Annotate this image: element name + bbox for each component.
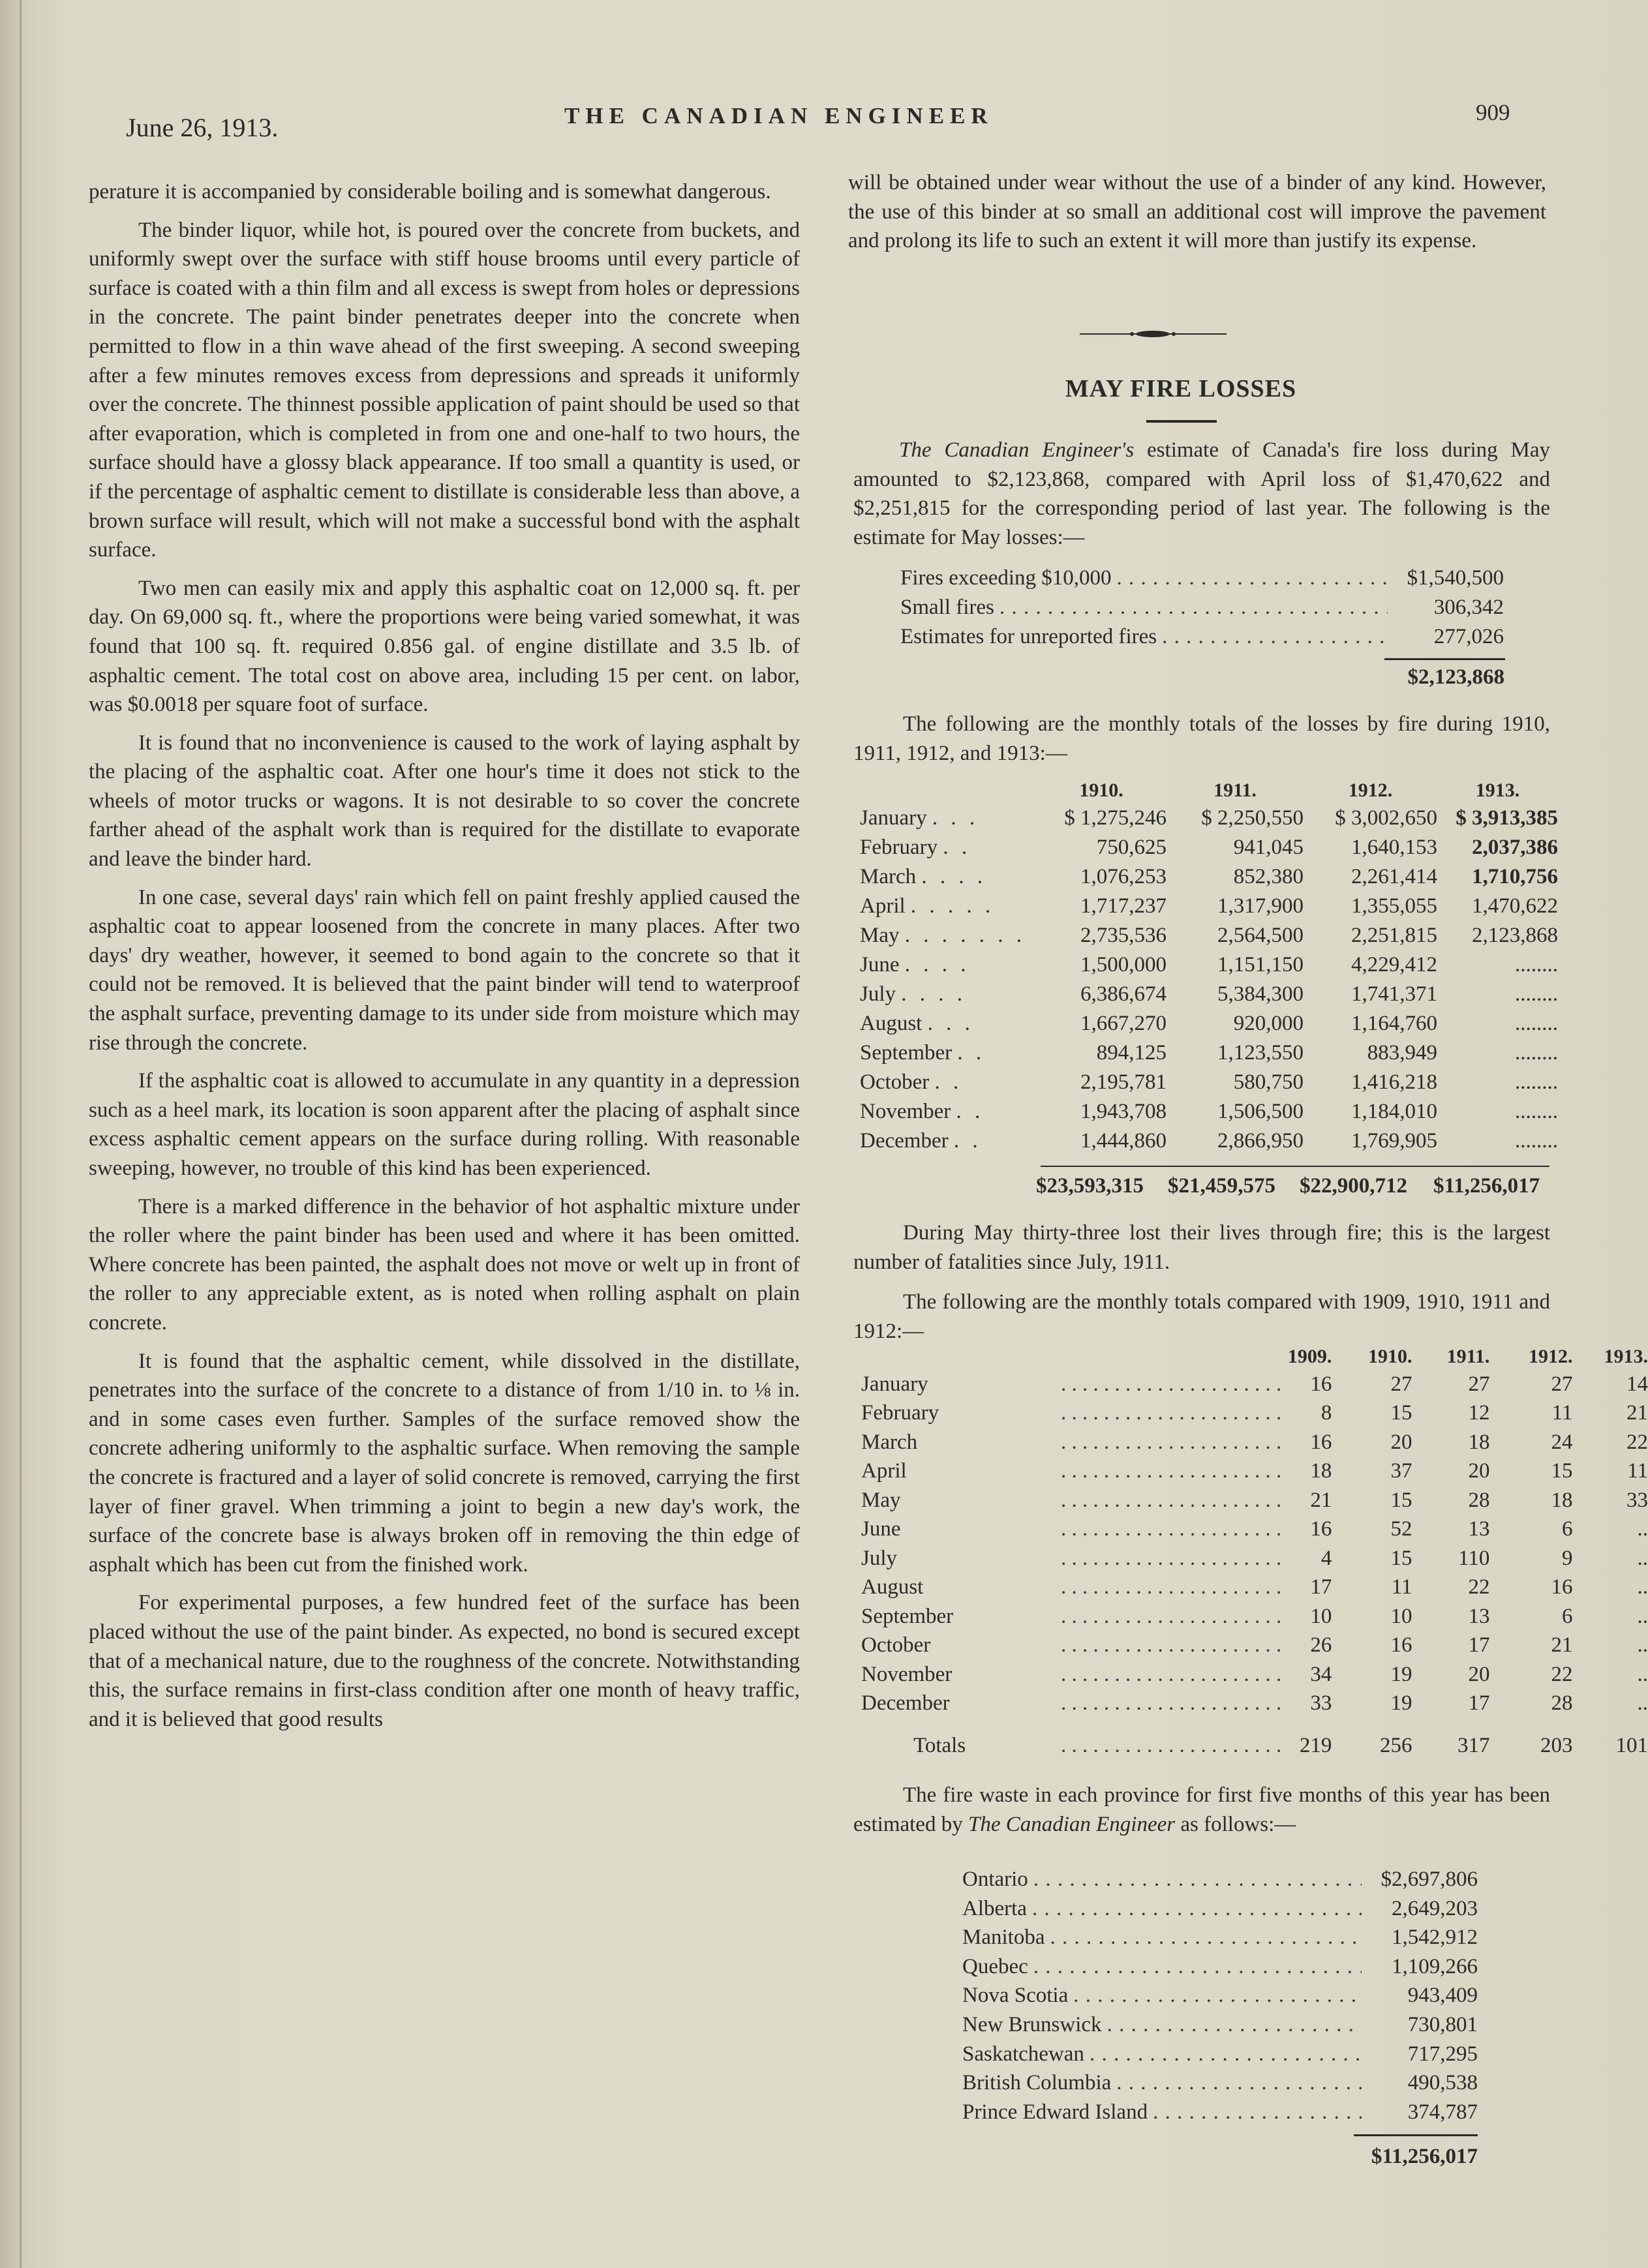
cell: 5,384,300 (1217, 982, 1304, 1006)
cell: 1,710,756 (1472, 865, 1558, 888)
cell: 21 (1310, 1488, 1332, 1512)
province-name: Quebec (962, 1954, 1028, 1978)
total-cell: 256 (1379, 1733, 1412, 1757)
cell: 1,444,860 (1080, 1129, 1167, 1153)
cell: 4 (1320, 1546, 1332, 1570)
totals-label: Totals (913, 1733, 966, 1757)
cell: 16 (1310, 1372, 1332, 1396)
cell: 15 (1390, 1401, 1412, 1425)
total-cell: 101 (1615, 1733, 1648, 1757)
table-row (861, 1544, 1648, 1573)
column-header: 1909. (1287, 1346, 1332, 1367)
cell: 28 (1468, 1488, 1490, 1512)
month-label: December (861, 1691, 950, 1716)
province-name: British Columbia (962, 2071, 1112, 2095)
cell: 12 (1468, 1401, 1490, 1425)
cell: $ 3,913,385 (1456, 806, 1558, 830)
province-value: 1,542,912 (1392, 1926, 1478, 1950)
leader-dots: . . . . (904, 953, 970, 976)
leader-dots (1050, 1926, 1362, 1950)
cell: 11 (1391, 1575, 1412, 1599)
cell: 1,470,622 (1472, 894, 1558, 918)
province-name: Saskatchewan (962, 2042, 1084, 2066)
cell: 1,123,550 (1217, 1041, 1304, 1065)
month-label: January (861, 1372, 928, 1396)
leader-dots: . . (953, 1129, 982, 1153)
province-value: 374,787 (1407, 2100, 1478, 2124)
cell: 1,500,000 (1080, 953, 1167, 976)
leader-dots (1033, 1867, 1362, 1892)
leader-dots (1117, 566, 1388, 590)
publication-name: The Canadian Engineer (968, 1812, 1176, 1836)
cell: .. (1637, 1517, 1648, 1541)
table-row (861, 1428, 1648, 1457)
column-header: 1913. (1604, 1346, 1648, 1367)
month-label: May (861, 1488, 901, 1512)
estimate-row (900, 596, 1504, 625)
leader-dots: . . . (927, 1012, 974, 1035)
month-label: March (860, 865, 917, 888)
province-value: 717,295 (1407, 2042, 1478, 2066)
cell: .. (1637, 1575, 1648, 1599)
month-label: July (861, 1546, 898, 1570)
month-label: June (861, 1517, 901, 1541)
province-name: Alberta (962, 1896, 1027, 1920)
cell: 1,184,010 (1351, 1100, 1437, 1123)
cell: 750,625 (1096, 836, 1167, 859)
cell: .. (1637, 1691, 1648, 1716)
month-label: October (860, 1070, 930, 1094)
leader-dots: . . . . (901, 982, 967, 1006)
table-row (860, 1038, 1558, 1068)
leader-dots (1153, 2100, 1362, 2124)
month-label: April (860, 894, 906, 918)
cell: ........ (1515, 1070, 1558, 1094)
cell: 16 (1310, 1430, 1332, 1454)
monthly-intro: The following are the monthly totals of the losses by fire during 1910, 1911, 1912, and 1913:— (853, 712, 1550, 765)
leader-dots (1061, 1573, 1281, 1603)
cell: 52 (1390, 1517, 1412, 1541)
cell: 27 (1390, 1372, 1412, 1396)
province-name: Manitoba (962, 1926, 1045, 1950)
cell: 8 (1320, 1401, 1332, 1425)
cell: $ 3,002,650 (1335, 806, 1437, 830)
leader-dots: . . . . (921, 865, 987, 888)
publication-name: The Canadian Engineer's (899, 438, 1135, 462)
province-value: 2,649,203 (1392, 1896, 1478, 1920)
cell: ........ (1515, 1100, 1558, 1123)
table-row (861, 1689, 1648, 1719)
table-row (860, 1068, 1558, 1097)
title-underline (1146, 420, 1217, 423)
leader-dots (1061, 1486, 1281, 1515)
cell: 1,416,218 (1351, 1070, 1437, 1094)
cell: 18 (1468, 1430, 1490, 1454)
estimate-value: 277,026 (1433, 625, 1504, 648)
month-label: November (861, 1662, 953, 1686)
cell: 883,949 (1367, 1041, 1437, 1065)
cell: 1,506,500 (1217, 1100, 1304, 1123)
column-header: 1910. (1079, 779, 1123, 801)
cell: 2,866,950 (1217, 1129, 1304, 1153)
intro-text: estimate of Canada's fire loss during May amounted to $2,123,868, compared with April loss of $1,470,622 and $2,251,815 for the corresponding period of last year. The following is the estimate for May losses:— (853, 438, 1550, 549)
table-row (860, 921, 1558, 950)
paragraph: The binder liquor, while hot, is poured over the concrete from buckets, and uniformly swept over the surface with stiff house brooms until every particle of surface is coated with a thin film and all excess is swept from holes or depressions in the concrete. The paint binder penetrates deeper into the concrete when permitted to flow in a thin wave ahead of the first sweeping. A second sweeping after a few minutes removes excess from depressions and spreads it uniformly over the concrete. The thinnest possible application of paint should be used so that after evaporation, which is completed in from one and one-half to two hours, the surface should have a glossy black appearance. If too small a quantity is used, or if the percentage of asphaltic cement to distillate is considerable less than above, a brown surface will result, which will not make a successful bond with the asphalt surface. (89, 218, 800, 562)
monthly-total-1912: $22,900,712 (1300, 1174, 1407, 1198)
leader-dots (1061, 1660, 1281, 1689)
cell: 13 (1468, 1517, 1490, 1541)
section-intro (853, 436, 1550, 552)
cell: 1,317,900 (1217, 894, 1304, 918)
cell: .. (1637, 1662, 1648, 1686)
monthly-losses-table (860, 778, 1558, 1156)
list-item (962, 2013, 1478, 2042)
sum-rule (1384, 658, 1505, 660)
total-cell: 317 (1457, 1733, 1490, 1757)
monthly-total-1911: $21,459,575 (1168, 1174, 1275, 1198)
column-header: 1911. (1446, 1346, 1490, 1367)
cell: 15 (1551, 1459, 1573, 1483)
table-row (861, 1515, 1648, 1545)
leader-dots: . . . . . (910, 894, 995, 918)
cell: 34 (1310, 1662, 1332, 1686)
month-label: September (860, 1041, 953, 1065)
cell: 13 (1468, 1604, 1490, 1628)
cell: .. (1637, 1633, 1648, 1657)
leader-dots: . . . (932, 806, 979, 830)
list-item (962, 2071, 1478, 2100)
cell: 10 (1390, 1604, 1412, 1628)
cell: 21 (1626, 1401, 1648, 1425)
right-column-continuation: will be obtained under wear without the use of a binder of any kind. However, the use of this binder at so small an additional cost will improve the pavement and prolong its life to such an extent it will more than justify its expense. (848, 171, 1546, 253)
province-name: Prince Edward Island (962, 2100, 1148, 2124)
leader-dots (1162, 625, 1388, 649)
leader-dots (1107, 2013, 1362, 2037)
paragraph: It is found that no inconvenience is caused to the work of laying asphalt by the placing of the asphaltic coat. After one hour's time it does not stick to the wheels of motor trucks or wagons. It is not desirable to so cover the concrete farther ahead of the asphalt work than is required for the distillate to evaporate and leave the binder hard. (89, 731, 800, 871)
total-cell: 203 (1540, 1733, 1573, 1757)
paragraph: perature it is accompanied by considerable boiling and is somewhat dangerous. (89, 180, 771, 204)
table-row (860, 1126, 1558, 1156)
estimate-row (900, 625, 1504, 654)
table-header-row (861, 1344, 1648, 1370)
cell: .. (1637, 1604, 1648, 1628)
cell: 17 (1468, 1633, 1490, 1657)
cell: 1,151,150 (1217, 953, 1304, 976)
cell: 580,750 (1233, 1070, 1304, 1094)
cell: 27 (1551, 1372, 1573, 1396)
page-number: 909 (1476, 100, 1510, 125)
leader-dots (1061, 1428, 1281, 1457)
month-label: December (860, 1129, 949, 1153)
cell: 2,037,386 (1472, 836, 1558, 859)
cell: 24 (1551, 1430, 1573, 1454)
leader-dots (1090, 2042, 1362, 2066)
cell: .. (1637, 1546, 1648, 1570)
estimate-label: Small fires (900, 596, 994, 619)
cell: 22 (1468, 1575, 1490, 1599)
cell: 11 (1627, 1459, 1648, 1483)
column-header: 1913. (1475, 779, 1520, 801)
cell: ........ (1515, 1129, 1558, 1153)
ornamental-divider (1080, 329, 1227, 339)
province-list (962, 1867, 1478, 2129)
table-row (861, 1457, 1648, 1487)
list-item (962, 2100, 1478, 2130)
leader-dots (1116, 2071, 1362, 2095)
table-row (861, 1660, 1648, 1689)
province-value: 490,538 (1407, 2071, 1478, 2095)
province-value: $2,697,806 (1381, 1867, 1478, 1891)
paragraph: For experimental purposes, a few hundred feet of the surface has been placed without the use of the paint binder. As expected, no bond is secured except that of a mechanical nature, due to the roughness of the concrete. Notwithstanding this, the surface remains in first-class condition after one month of heavy traffic, and it is believed that good results (89, 1591, 800, 1731)
may-estimate-list (900, 566, 1504, 654)
leader-dots (1061, 1515, 1281, 1545)
table-row (861, 1486, 1648, 1515)
cell: 2,123,868 (1472, 924, 1558, 947)
cell: 28 (1551, 1691, 1573, 1716)
month-label: May (860, 924, 900, 947)
paragraph: It is found that the asphaltic cement, while dissolved in the distillate, penetrates into the surface of the concrete to a distance of from 1/10 in. to ⅛ in. and in some cases even further. Samples of the surface removed show the concrete adhering uniformly to the asphaltic surface. When removing the sample the concrete is fractured and a layer of solid concrete is removed, carrying the first layer of finer gravel. When trimming a joint to begin a new day's work, the surface of the concrete base is always broken off in removing the thin edge of asphalt which has been cut from the finished work. (89, 1349, 800, 1577)
table-header-row (860, 778, 1558, 804)
estimate-value: $1,540,500 (1407, 566, 1504, 590)
left-column (89, 177, 800, 1743)
province-intro-text: The fire waste in each province for first five months of this year has been estimated by (853, 1783, 1550, 1836)
cell: 2,195,781 (1080, 1070, 1167, 1094)
totals-rule (1041, 1166, 1549, 1167)
cell: 21 (1551, 1633, 1573, 1657)
leader-dots: . . (934, 1070, 963, 1094)
totals-row (861, 1718, 1648, 1761)
cell: 6,386,674 (1080, 982, 1167, 1006)
list-item (962, 1926, 1478, 1955)
fatalities-text: During May thirty-three lost their lives through fire; this is the largest number of fatalities since July, 1911. (853, 1221, 1550, 1274)
cell: 852,380 (1233, 865, 1304, 888)
month-label: February (861, 1401, 939, 1425)
cell: 14 (1626, 1372, 1648, 1396)
leader-dots (1073, 1984, 1362, 2008)
cell: 33 (1626, 1488, 1648, 1512)
leader-dots (1061, 1399, 1281, 1429)
cell: 1,717,237 (1080, 894, 1167, 918)
cell: 15 (1390, 1488, 1412, 1512)
leader-dots (1061, 1602, 1281, 1631)
cell: ........ (1515, 1041, 1558, 1065)
cell: 1,741,371 (1351, 982, 1437, 1006)
cell: 2,261,414 (1351, 865, 1437, 888)
table-row (860, 833, 1558, 862)
cell: 20 (1390, 1430, 1412, 1454)
paragraph: Two men can easily mix and apply this asphaltic coat on 12,000 sq. ft. per day. On 69,000 sq. ft., where the proportions were being varied somewhat, it was found that 100 sq. ft. required 0.856 gal. of engine distillate and 3.5 lb. of asphaltic cement. The total cost on above area, including 15 per cent. on labor, was $0.0018 per square foot of surface. (89, 576, 800, 717)
estimate-label: Estimates for unreported fires (900, 625, 1157, 648)
cell: ........ (1515, 982, 1558, 1006)
cell: 2,251,815 (1351, 924, 1437, 947)
table-row (860, 950, 1558, 980)
province-total: $11,256,017 (1371, 2145, 1478, 2168)
month-label: October (861, 1633, 931, 1657)
table-row (861, 1370, 1648, 1399)
cell: 1,164,760 (1351, 1012, 1437, 1035)
leader-dots (1061, 1689, 1281, 1719)
province-name: Ontario (962, 1867, 1028, 1891)
estimate-total: $2,123,868 (1407, 665, 1504, 689)
list-item (962, 1897, 1478, 1926)
list-item (962, 1984, 1478, 2013)
province-name: Nova Scotia (962, 1984, 1069, 2008)
leader-dots: . . (943, 836, 971, 859)
fatalities-table (861, 1344, 1648, 1761)
leader-dots (1061, 1370, 1281, 1399)
cell: 110 (1458, 1546, 1490, 1570)
province-name: New Brunswick (962, 2012, 1102, 2036)
leader-dots (1061, 1544, 1281, 1573)
table-row (860, 862, 1558, 892)
cell: 6 (1561, 1517, 1573, 1541)
cell: $ 2,250,550 (1201, 806, 1304, 830)
province-intro (853, 1781, 1550, 1839)
month-label: June (860, 953, 900, 976)
cell: 22 (1626, 1430, 1648, 1454)
table-row (861, 1573, 1648, 1603)
cell: 18 (1551, 1488, 1573, 1512)
table-row (861, 1602, 1648, 1631)
paragraph: In one case, several days' rain which fell on paint freshly applied caused the asphaltic coat to appear loosened from the concrete in many places. After two days' dry weather, however, it seemed to bond again to the concrete so that it could not be removed. It is believed that the paint binder will tend to waterproof the asphalt surface, preventing damage to its under side from moisture which may rise through the concrete. (89, 885, 800, 1055)
section-title: MAY FIRE LOSSES (1065, 375, 1297, 402)
cell: 4,229,412 (1351, 953, 1437, 976)
leader-dots (1033, 1955, 1362, 1979)
column-header: 1911. (1213, 779, 1257, 801)
province-intro-text: as follows:— (1175, 1812, 1296, 1836)
cell: 2,735,536 (1080, 924, 1167, 947)
cell: 10 (1310, 1604, 1332, 1628)
cell: 920,000 (1233, 1012, 1304, 1035)
sum-rule (1354, 2134, 1478, 2136)
cell: 6 (1561, 1604, 1573, 1628)
leader-dots (1061, 1631, 1281, 1661)
cell: 37 (1390, 1459, 1412, 1483)
leader-dots: . . (956, 1100, 984, 1123)
month-label: August (860, 1012, 923, 1035)
month-label: September (861, 1604, 954, 1628)
cell: 16 (1551, 1575, 1573, 1599)
cell: 17 (1468, 1691, 1490, 1716)
table-row (860, 804, 1558, 833)
monthly-total-1913: $11,256,017 (1433, 1174, 1540, 1198)
cell: 2,564,500 (1217, 924, 1304, 947)
leader-dots: . . . . . . . (904, 924, 1026, 947)
table-row (861, 1631, 1648, 1661)
table-row (860, 980, 1558, 1009)
cell: 27 (1468, 1372, 1490, 1396)
column-header: 1912. (1348, 779, 1393, 801)
leader-dots (1061, 1718, 1281, 1761)
cell: 18 (1310, 1459, 1332, 1483)
list-item (962, 1867, 1478, 1897)
cell: 20 (1468, 1459, 1490, 1483)
cell: 1,640,153 (1351, 836, 1437, 859)
monthly-total-1910: $23,593,315 (1036, 1174, 1144, 1198)
fatalities-intro: The following are the monthly totals compared with 1909, 1910, 1911 and 1912:— (853, 1290, 1550, 1343)
month-label: July (860, 982, 896, 1006)
leader-dots (1032, 1897, 1362, 1921)
cell: 19 (1390, 1691, 1412, 1716)
cell: 22 (1551, 1662, 1573, 1686)
table-row (861, 1399, 1648, 1429)
estimate-value: 306,342 (1433, 596, 1504, 619)
month-label: April (861, 1459, 907, 1483)
table-row (860, 1097, 1558, 1126)
cell: 894,125 (1096, 1041, 1167, 1065)
cell: 941,045 (1233, 836, 1304, 859)
estimate-label: Fires exceeding $10,000 (900, 566, 1112, 590)
column-header: 1910. (1367, 1346, 1412, 1367)
province-value: 1,109,266 (1392, 1954, 1478, 1978)
cell: 11 (1551, 1401, 1573, 1425)
month-label: January (860, 806, 927, 830)
leader-dots (1061, 1457, 1281, 1487)
province-value: 943,409 (1407, 1984, 1478, 2008)
table-row (860, 1009, 1558, 1038)
table-row (860, 892, 1558, 921)
cell: 26 (1310, 1633, 1332, 1657)
list-item (962, 2042, 1478, 2072)
cell: ........ (1515, 953, 1558, 976)
leader-dots: . . (957, 1041, 986, 1065)
cell: 15 (1390, 1546, 1412, 1570)
journal-title: THE CANADIAN ENGINEER (564, 103, 994, 129)
column-header: 1912. (1528, 1346, 1573, 1367)
cell: 16 (1390, 1633, 1412, 1657)
cell: 1,667,270 (1080, 1012, 1167, 1035)
paragraph: If the asphaltic coat is allowed to accumulate in any quantity in a depression such as a heel mark, its location is soon apparent after the placing of asphalt since excess asphaltic cement appears on the surface during rolling. With reasonable sweeping, however, no trouble of this kind has been experienced. (89, 1069, 800, 1180)
cell: 33 (1310, 1691, 1332, 1716)
cell: 1,769,905 (1351, 1129, 1437, 1153)
cell: ........ (1515, 1012, 1558, 1035)
total-cell: 219 (1299, 1733, 1332, 1757)
cell: 20 (1468, 1662, 1490, 1686)
cell: 1,355,055 (1351, 894, 1437, 918)
cell: 17 (1310, 1575, 1332, 1599)
binding-gutter (20, 0, 22, 2268)
header-date: June 26, 1913. (126, 113, 279, 142)
province-value: 730,801 (1407, 2012, 1478, 2036)
month-label: August (861, 1575, 924, 1599)
cell: $ 1,275,246 (1064, 806, 1167, 830)
paragraph: There is a marked difference in the behavior of hot asphaltic mixture under the roller where the paint binder has been used and where it has been omitted. Where concrete has been painted, the asphalt does not move or welt up in front of the roller to any appreciable extent, as is noted when rolling asphalt on plain concrete. (89, 1194, 800, 1335)
estimate-row (900, 566, 1504, 596)
cell: 1,943,708 (1080, 1100, 1167, 1123)
list-item (962, 1955, 1478, 1984)
cell: 9 (1561, 1546, 1573, 1570)
leader-dots (999, 596, 1388, 620)
cell: 1,076,253 (1080, 865, 1167, 888)
cell: 19 (1390, 1662, 1412, 1686)
month-label: March (861, 1430, 918, 1454)
month-label: November (860, 1100, 951, 1123)
month-label: February (860, 836, 938, 859)
cell: 16 (1310, 1517, 1332, 1541)
